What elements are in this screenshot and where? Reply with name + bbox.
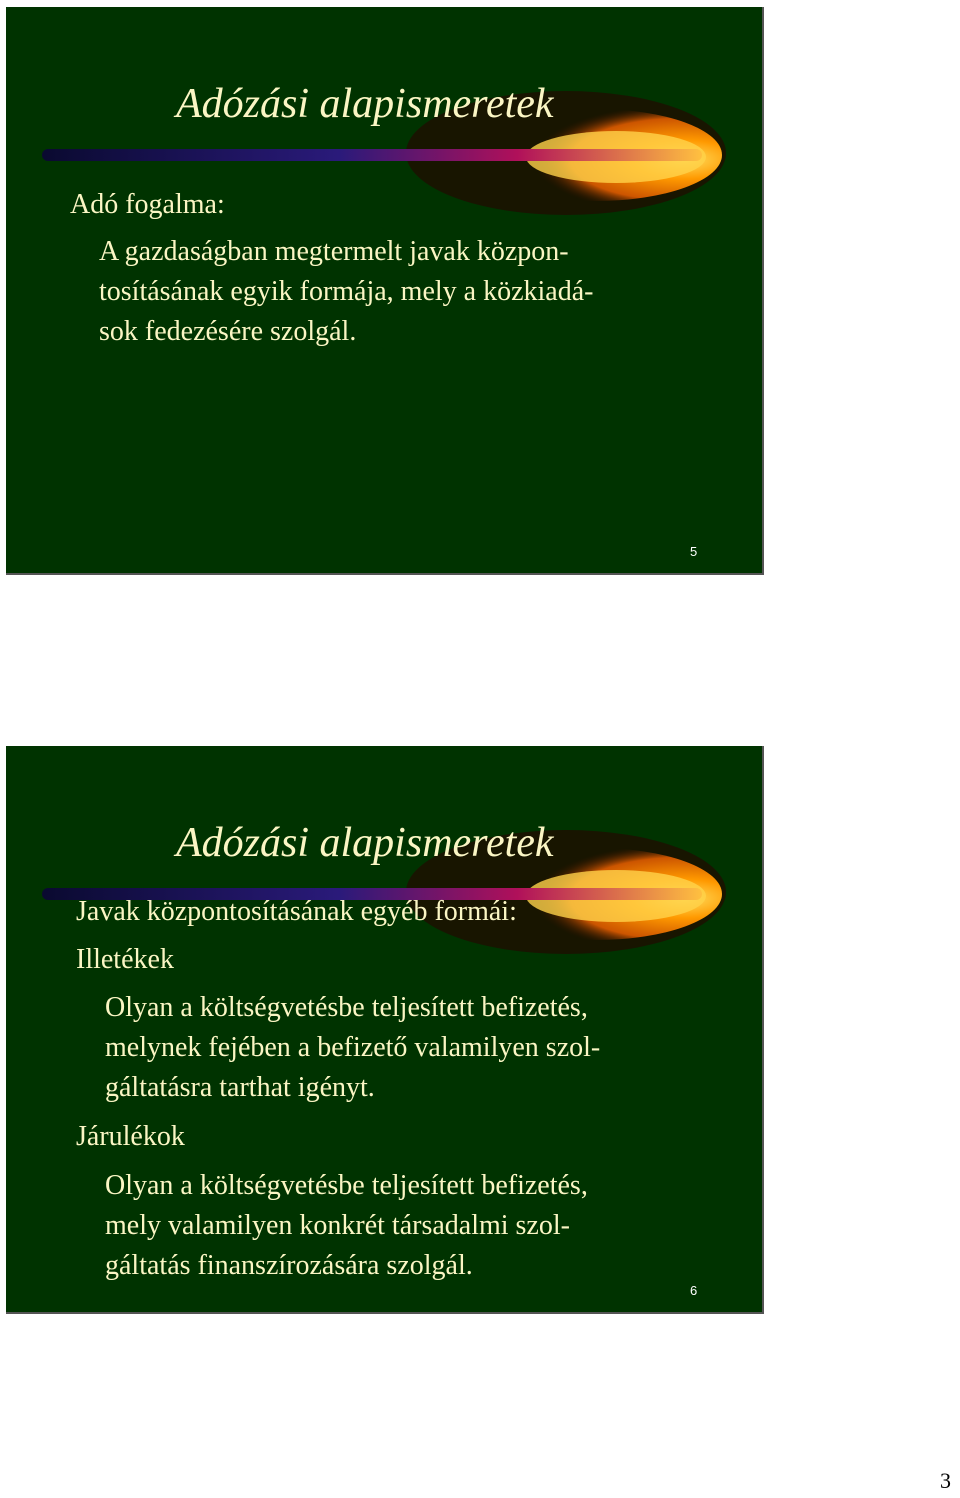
body-line: tosításának egyik formája, mely a közkiadá- <box>99 276 594 307</box>
slide-number: 5 <box>690 544 698 559</box>
body-line: A gazdaságban megtermelt javak közpon- <box>99 236 569 267</box>
subheading-illetekek: Illetékek <box>76 944 174 975</box>
body-line: melynek fejében a befizető valamilyen szol- <box>105 1032 601 1063</box>
slide-heading: Javak központosításának egyéb formái: <box>76 896 517 927</box>
slide-6 <box>6 746 764 1314</box>
slide-title: Adózási alapismeretek <box>176 820 554 866</box>
subheading-jarulekok: Járulékok <box>76 1121 185 1152</box>
body-line: gáltatás finanszírozására szolgál. <box>105 1250 473 1281</box>
page-number: 3 <box>940 1468 951 1493</box>
slide-5 <box>6 7 764 575</box>
body-line: gáltatásra tarthat igényt. <box>105 1072 375 1103</box>
body-line: Olyan a költségvetésbe teljesített befizetés, <box>105 992 588 1023</box>
body-line: sok fedezésére szolgál. <box>99 316 357 347</box>
body-line: mely valamilyen konkrét társadalmi szol- <box>105 1210 570 1241</box>
slide-number: 6 <box>690 1283 698 1298</box>
body-line: Olyan a költségvetésbe teljesített befizetés, <box>105 1170 588 1201</box>
slide-title: Adózási alapismeretek <box>176 81 554 127</box>
slide-heading: Adó fogalma: <box>70 189 225 220</box>
